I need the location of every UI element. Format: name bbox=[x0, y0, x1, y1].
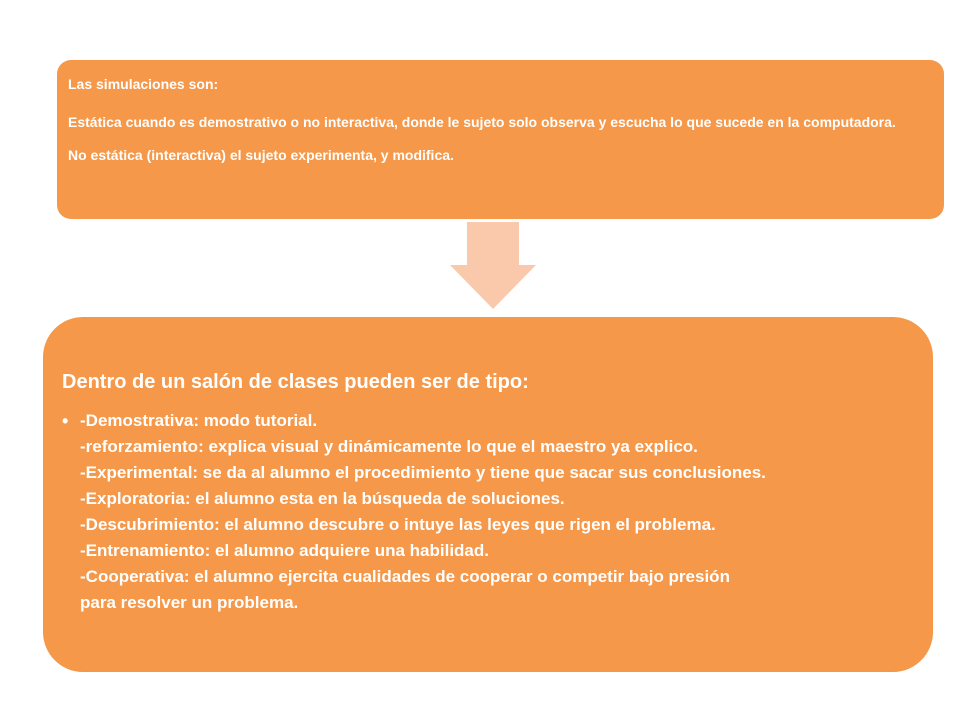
type-line-demostrativa: -Demostrativa: modo tutorial. bbox=[80, 411, 318, 430]
bullet-marker: • bbox=[62, 411, 69, 431]
simulations-definition-box bbox=[57, 60, 944, 219]
down-arrow-icon bbox=[449, 222, 537, 310]
type-line-experimental: -Experimental: se da al alumno el procedimiento y tiene que sacar sus conclusiones. bbox=[80, 463, 766, 482]
type-line-descubrimiento: -Descubrimiento: el alumno descubre o intuye las leyes que rigen el problema. bbox=[80, 515, 716, 534]
type-line-reforzamiento: -reforzamiento: explica visual y dinámicamente lo que el maestro ya explico. bbox=[80, 437, 698, 456]
types-list bbox=[80, 408, 766, 616]
down-arrow-shape bbox=[450, 222, 536, 309]
static-simulation-text: Estática cuando es demostrativo o no interactiva, donde le sujeto solo observa y escucha lo que sucede en la computadora. bbox=[68, 114, 896, 130]
type-line-exploratoria: -Exploratoria: el alumno esta en la búsqueda de soluciones. bbox=[80, 489, 565, 508]
classroom-types-box bbox=[43, 317, 933, 672]
types-bullet-item bbox=[62, 408, 919, 616]
type-line-entrenamiento: -Entrenamiento: el alumno adquiere una habilidad. bbox=[80, 541, 489, 560]
type-line-cooperativa: -Cooperativa: el alumno ejercita cualidades de cooperar o competir bajo presión bbox=[80, 567, 730, 586]
classroom-types-title: Dentro de un salón de clases pueden ser de tipo: bbox=[62, 371, 529, 393]
type-line-cooperativa-cont: para resolver un problema. bbox=[80, 593, 299, 612]
interactive-simulation-text: No estática (interactiva) el sujeto experimenta, y modifica. bbox=[68, 147, 454, 163]
definition-heading: Las simulaciones son: bbox=[68, 76, 219, 92]
